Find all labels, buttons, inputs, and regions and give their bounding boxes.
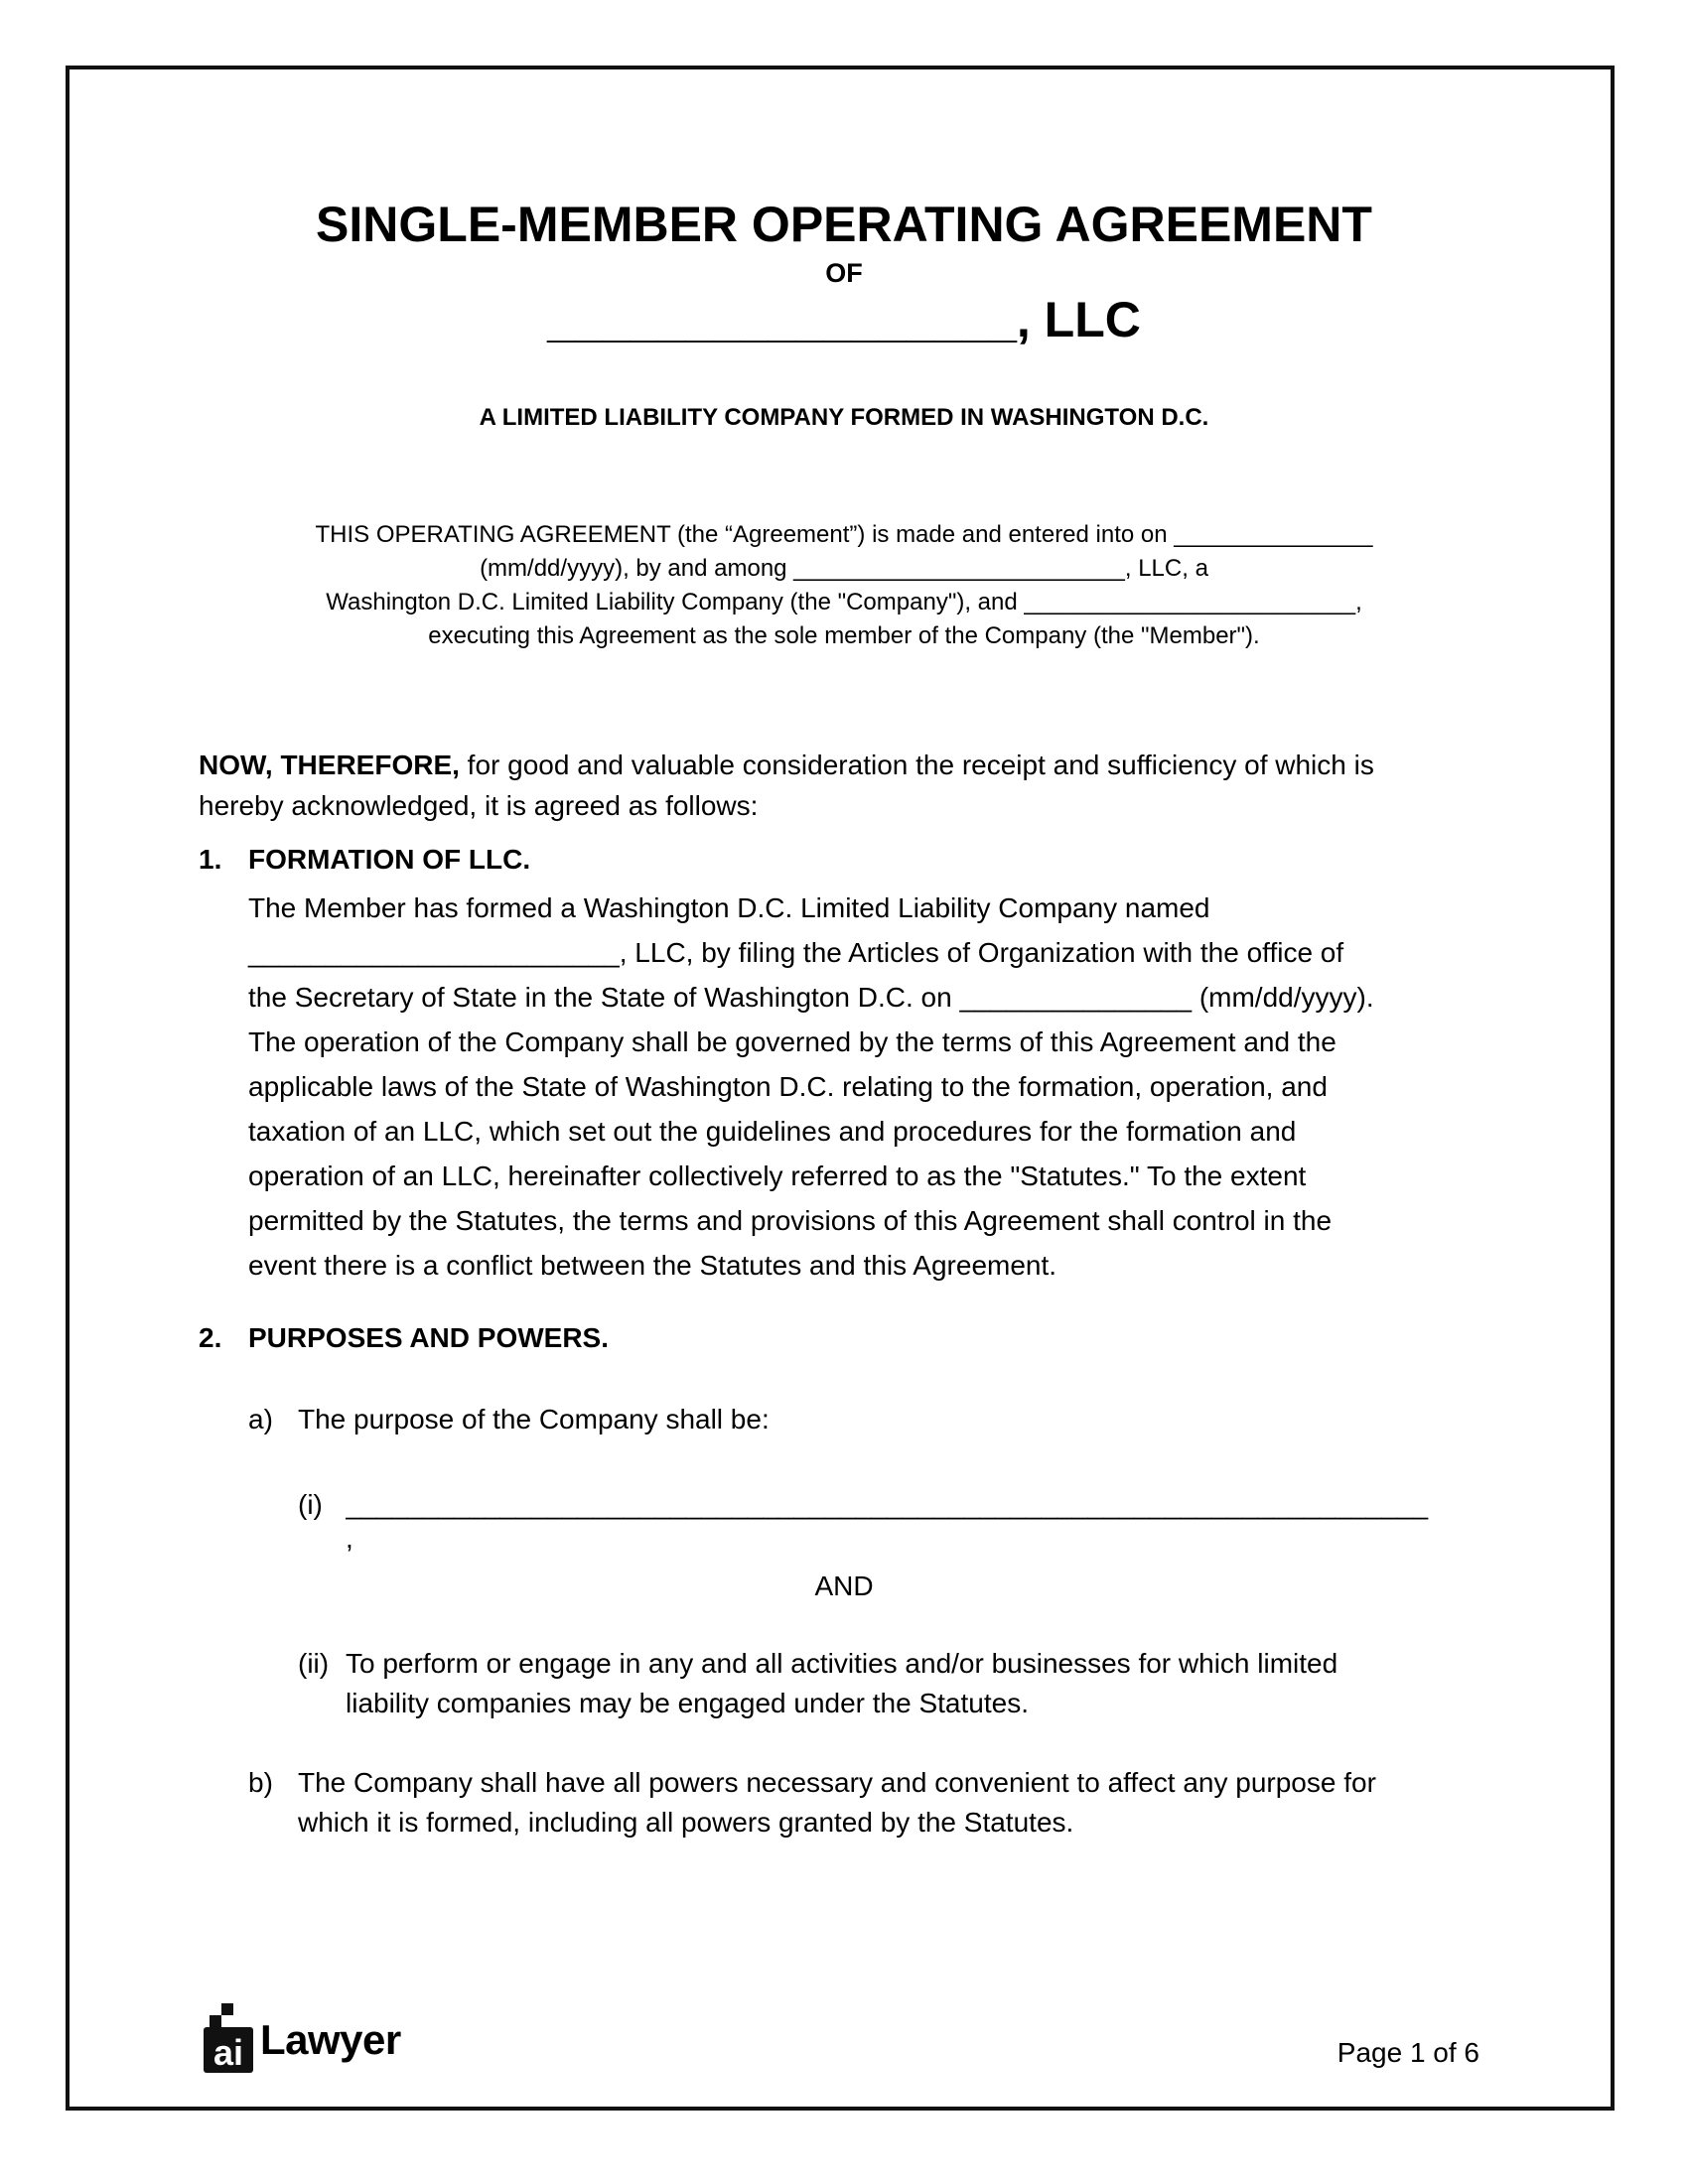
section-1-line: operation of an LLC, hereinafter collectively referred to as the "Statutes." To the extent — [248, 1160, 1307, 1191]
section-1-number: 1. — [199, 844, 222, 875]
document-subtitle: A LIMITED LIABILITY COMPANY FORMED IN WASHINGTON D.C. — [479, 404, 1209, 431]
section-1-line: event there is a conflict between the Statutes and this Agreement. — [248, 1250, 1057, 1281]
intro-line: (mm/dd/yyyy), by and among _________________________, LLC, a — [480, 555, 1208, 582]
section-2-number: 2. — [199, 1322, 222, 1353]
section-2-heading: PURPOSES AND POWERS. — [248, 1322, 610, 1353]
logo-text: Lawyer — [260, 2016, 401, 2063]
item-i-comma: , — [346, 1523, 353, 1554]
ailawyer-logo-icon — [204, 2003, 253, 2073]
item-i-blank-line: ______________________________________________________________________ — [346, 1489, 1429, 1520]
now-therefore-rest: for good and valuable consideration the receipt and sufficiency of which is — [459, 750, 1374, 780]
logo-mark-text: ai — [212, 2032, 244, 2073]
item-b-label: b) — [248, 1767, 273, 1798]
item-ii-line: To perform or engage in any and all activities and/or businesses for which limited — [346, 1648, 1338, 1679]
section-1-heading: FORMATION OF LLC. — [248, 844, 531, 875]
intro-paragraph — [159, 518, 1529, 653]
section-1-line: applicable laws of the State of Washington D.C. relating to the formation, operation, and — [248, 1071, 1328, 1102]
item-i-label: (i) — [298, 1489, 323, 1520]
section-1-line: the Secretary of State in the State of Washington D.C. on _______________ (mm/dd/yyyy). — [248, 982, 1374, 1013]
document-title: SINGLE-MEMBER OPERATING AGREEMENT — [316, 197, 1372, 252]
now-therefore-bold: NOW, THEREFORE, — [199, 750, 460, 780]
section-1-line: ________________________, LLC, by filing the Articles of Organization with the office of — [248, 937, 1344, 968]
item-a-label: a) — [248, 1404, 273, 1434]
section-1-line: The operation of the Company shall be governed by the terms of this Agreement and the — [248, 1026, 1336, 1057]
now-therefore-line: hereby acknowledged, it is agreed as follows: — [199, 790, 759, 821]
item-a-text: The purpose of the Company shall be: — [298, 1404, 770, 1434]
intro-line: Washington D.C. Limited Liability Company (the "Company"), and _________________________, — [326, 589, 1362, 615]
item-b-text — [298, 1763, 1376, 1843]
page-number: Page 1 of 6 — [1336, 2037, 1479, 2068]
section-1-line: The Member has formed a Washington D.C. Limited Liability Company named — [248, 892, 1210, 923]
item-i-blank — [346, 1485, 1482, 1525]
and-label: AND — [814, 1570, 874, 1601]
item-b-line: The Company shall have all powers necessary and convenient to affect any purpose for — [298, 1767, 1376, 1798]
item-b-line: which it is formed, including all powers granted by the Statutes. — [298, 1807, 1074, 1838]
item-ii-text — [346, 1644, 1337, 1723]
section-1-line: taxation of an LLC, which set out the guidelines and procedures for the formation and — [248, 1116, 1297, 1147]
company-name-line: _________________, LLC — [547, 292, 1141, 347]
section-1-body — [248, 886, 1499, 1288]
intro-line: executing this Agreement as the sole member of the Company (the "Member"). — [428, 622, 1260, 649]
item-ii-line: liability companies may be engaged under the Statutes. — [346, 1688, 1029, 1718]
section-1-line: permitted by the Statutes, the terms and provisions of this Agreement shall control in the — [248, 1205, 1333, 1236]
item-ii-label: (ii) — [298, 1648, 330, 1679]
now-therefore-paragraph — [199, 745, 1509, 826]
intro-line: THIS OPERATING AGREEMENT (the “Agreement”) is made and entered into on _______________ — [315, 521, 1373, 548]
now-therefore-line — [199, 745, 1509, 785]
of-label: OF — [825, 258, 863, 288]
